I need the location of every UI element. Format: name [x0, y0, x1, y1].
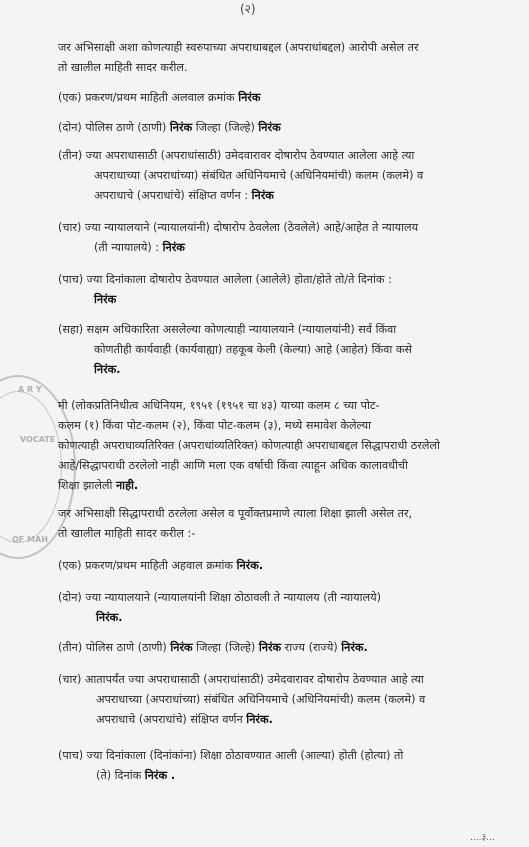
- notary-seal-inner-ring: [0, 391, 62, 543]
- s2-item1-value: निरंक.: [236, 559, 264, 572]
- declaration-line4: आहे/सिद्धापराधी ठरलेलो नाही आणि मला एक वर्षाची किंवा त्याहून अधिक कालावधीची: [58, 459, 408, 472]
- s2-item2-value: [96, 610, 123, 626]
- s1-intro-line1: जर अभिसाक्षी अशा कोणत्याही स्वरुपाच्या अपराधाबद्दल (अपराधांबद्दल) आरोपी असेल तर: [58, 41, 419, 54]
- s1-item6-line2: कोणतीही कार्यवाही (कार्यवाह्या) तहकूब केली (केल्या) आहे (आहेत) किंवा कसे: [94, 343, 412, 356]
- s1-item2: [58, 120, 281, 136]
- s2-item4-label: अपराधाचे (अपराधांचे) संक्षिप्त वर्णन: [96, 713, 247, 726]
- s1-item6-value: [94, 362, 121, 378]
- s2-item3-value-c: निरंक.: [341, 641, 368, 654]
- declaration-label: शिक्षा झालेली: [58, 479, 116, 492]
- s2-item5-value: निरंक .: [144, 769, 176, 782]
- s2-item1-label: (एक) प्रकरण/प्रथम माहिती अहवाल क्रमांक: [58, 559, 237, 572]
- s2-item4-value: निरंक.: [246, 713, 273, 726]
- s2-item3-value-a: निरंक: [170, 641, 193, 654]
- s2-item4-line1: (चार) आतापर्यंत ज्या अपराधासाठी (अपराधांसाठी) उमेदवारावर दोषारोप ठेवण्यात आहे त्या: [58, 673, 424, 686]
- s2-item5-line2: [96, 768, 175, 784]
- s1-item4-value: निरंक: [162, 241, 185, 254]
- s1-item1-label: (एक) प्रकरण/प्रथम माहिती अलवाल क्रमांक: [58, 91, 239, 104]
- declaration-line3: कोणत्याही अपराधाव्यतिरिक्त (अपराधांव्यतिरिक्त) कोणत्याही अपराधाबद्दल सिद्धापराधी ठरलेलो: [58, 439, 440, 452]
- declaration-value: नाही.: [115, 479, 139, 492]
- seal-text-top: A R Y: [18, 385, 42, 394]
- s2-intro-line2: तो खालील माहिती सादर करील :-: [58, 527, 196, 540]
- s1-item4-line2: [94, 240, 185, 256]
- s1-item1-value: निरंक: [238, 91, 261, 104]
- s2-item5-line1: (पाच) ज्या दिनांकाला (दिनांकांना) शिक्षा ठोठावण्यात आली (आल्या) होती (होत्या) तो: [58, 749, 404, 762]
- s1-item3-line3: [94, 188, 274, 204]
- s1-item4-label: (ती न्यायालये) :: [94, 241, 163, 254]
- s1-item5-value-text: निरंक: [94, 293, 117, 306]
- s2-item3: [58, 640, 368, 656]
- s1-item5-value: [94, 292, 116, 308]
- declaration-line5: [58, 478, 138, 494]
- s2-item3-label-c: राज्य (राज्ये): [281, 641, 342, 654]
- s1-item3-line1: (तीन) ज्या अपराधासाठी (अपराधांसाठी) उमेदवारावर दोषारोप ठेवण्यात आलेला आहे त्या: [58, 149, 415, 162]
- declaration-line2: कलम (१) किंवा पोट-कलम (२), किंवा पोट-कलम (३), मध्ये समावेश केलेल्या: [58, 419, 372, 432]
- s2-item2-line1: (दोन) ज्या न्यायालयाने (न्यायालयांनी शिक्षा ठोठावली ते न्यायालय (ती न्यायालये): [58, 591, 381, 604]
- s2-item5-label: (ते) दिनांक: [96, 769, 145, 782]
- seal-text-mid: VOCATE: [20, 435, 56, 444]
- s1-item4-line1: (चार) ज्या न्यायालयाने (न्यायालयांनी) दोषारोप ठेवलेला (ठेवलेले) आहे/आहेत ते न्यायालय: [58, 221, 419, 234]
- s1-item6-line1: (सहा) सक्षम अधिकारिता असलेल्या कोणत्याही न्यायालयाने (न्यायालयांनी) सर्व किंवा: [58, 323, 397, 336]
- s1-item3-line2: अपराधाच्या (अपराधांच्या) संबंधित अधिनियमाचे (अधिनियमांची) कलम (कलमे) व: [94, 169, 424, 182]
- page-number: (२): [240, 2, 256, 16]
- declaration-line1: मी (लोकप्रतिनिधीत्व अधिनियम, १९५१ (१९५१ चा ४३) याच्या कलम ८ च्या पोट-: [58, 399, 380, 412]
- s1-item5-line1: (पाच) ज्या दिनांकाला दोषारोप ठेवण्यात आलेला (आलेले) होता/होते तो/ते दिनांक :: [58, 273, 392, 286]
- s2-item4-line2: अपराधाच्या (अपराधांच्या) संबंधित अधिनियमाचे (अधिनियमांची) कलम (कलमे) व: [96, 693, 426, 706]
- page-continuation-marker: ....३...: [470, 833, 495, 843]
- s2-item3-value-b: निरंक: [258, 641, 282, 654]
- s1-item2-label-a: (दोन) पोलिस ठाणे (ठाणी): [58, 121, 170, 134]
- s2-intro-line1: जर अभिसाक्षी सिद्धापराधी ठरलेला असेल व पूर्वोक्तप्रमाणे त्याला शिक्षा झाली असेल तर,: [58, 507, 413, 520]
- s1-item2-label-b: जिल्हा (जिल्हे): [192, 121, 259, 134]
- s2-item1: [58, 558, 263, 574]
- s1-item3-label: अपराधाचे (अपराधांचे) संक्षिप्त वर्णन :: [94, 189, 252, 202]
- s2-item4-line3: [96, 712, 273, 728]
- seal-text-bottom: OF MAH: [12, 535, 48, 544]
- s1-intro-line2: तो खालील माहिती सादर करील.: [58, 61, 188, 74]
- s1-item6-value-text: निरंक.: [94, 363, 121, 376]
- s2-item3-label-b: जिल्हा (जिल्हे): [192, 641, 259, 654]
- s2-item2-value-text: निरंक.: [96, 611, 123, 624]
- s1-item1: [58, 90, 260, 106]
- s1-item3-value: निरंक: [251, 189, 274, 202]
- s1-item2-value-b: निरंक: [258, 121, 281, 134]
- s2-item3-label-a: (तीन) पोलिस ठाणे (ठाणी): [58, 641, 171, 654]
- s1-item2-value-a: निरंक: [169, 121, 193, 134]
